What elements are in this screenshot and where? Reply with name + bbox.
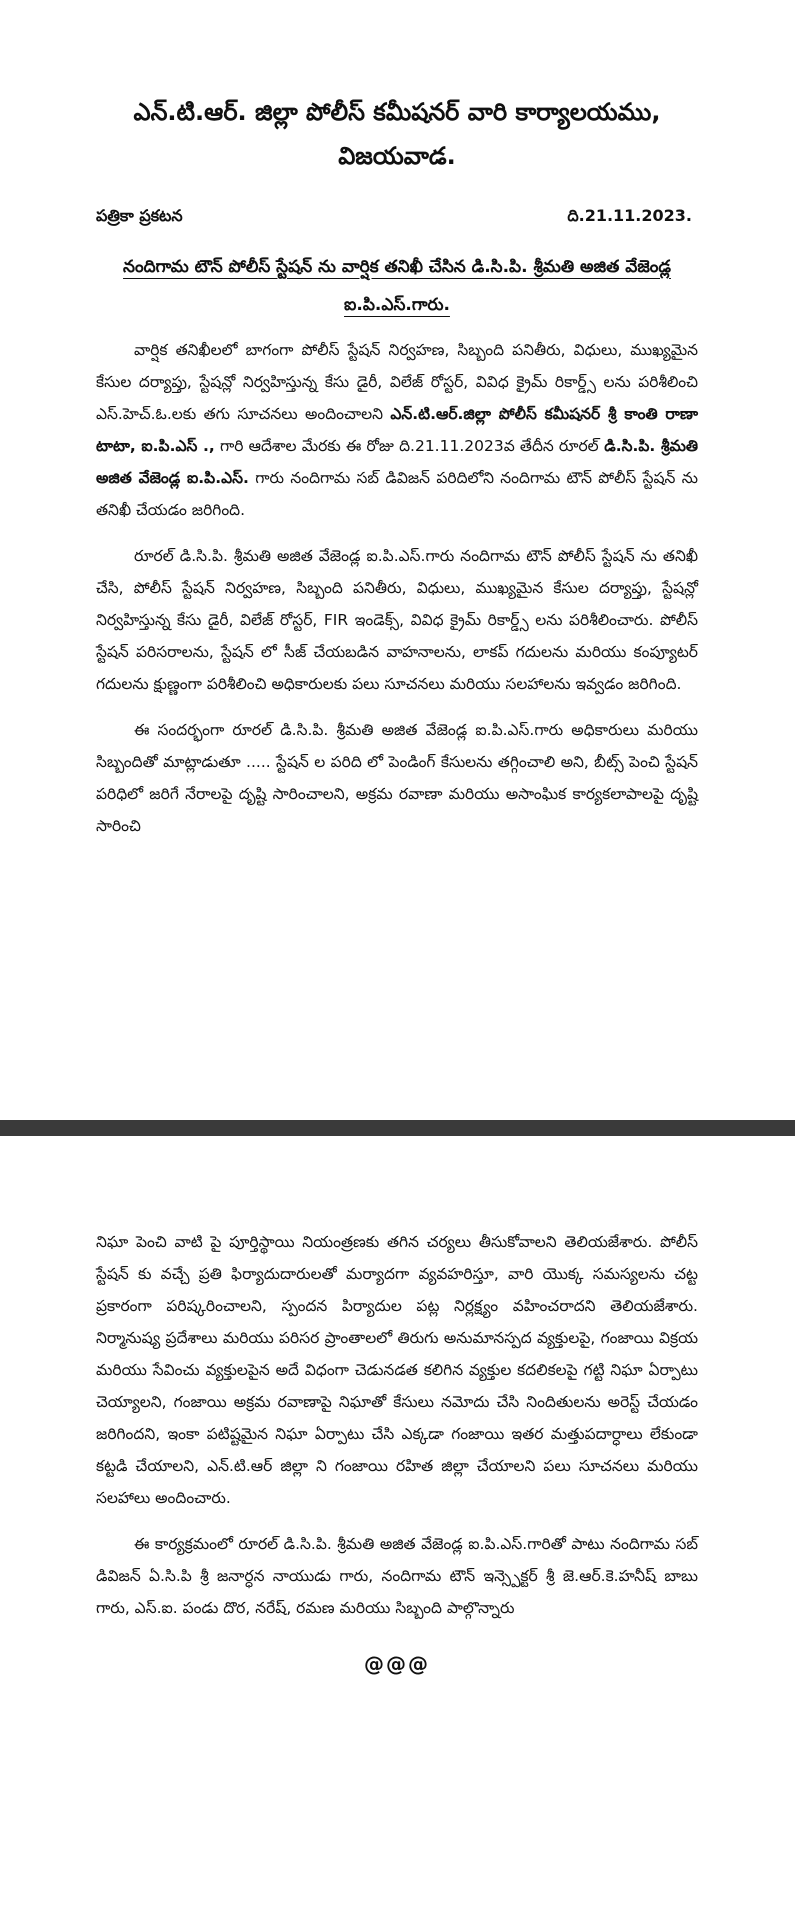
page-2-content	[96, 1226, 698, 1676]
paragraph-3: ఈ సందర్భంగా రూరల్ డి.సి.పి. శ్రీమతి అజిత వేజెండ్ల ఐ.పి.ఎస్.గారు అధికారులు మరియు సిబ్బందితో మాట్లాడుతూ ..... స్టేషన్ ల పరిది లో పెండింగ్ కేసులను తగ్గించాలి అని, బీట్స్ పెంచి స్టేషన్ పరిధిలో జరిగే నేరాలపై దృష్టి సారించాలని, అక్రమ రవాణా మరియు అసాంఘిక కార్యకలాపాలపై దృష్టి సారించి	[96, 721, 698, 835]
subject-line-1: నందిగామ టౌన్ పోలీస్ స్టేషన్ ను వార్షిక తనిఖీ చేసిన డి.సి.పి. శ్రీమతి అజిత వేజెండ్ల	[123, 257, 671, 277]
page-1-content	[96, 90, 698, 842]
press-release-date: ది.21.11.2023.	[567, 206, 692, 225]
closing-mark: @@@	[364, 1652, 430, 1676]
paragraph-1: వార్షిక తనిఖీలలో బాగంగా పోలీస్ స్టేషన్ నిర్వహణ, సిబ్బంది పనితీరు, విధులు, ముఖ్యమైన కేసుల దర్యాప్తు, స్టేషన్లో నిర్వహిస్తున్న కేసు డైరీ, విలేజ్ రోస్టర్, వివిధ క్రైమ్ రికార్డ్స్ లను పరిశీలించి ఎస్.హెచ్.ఓ.లకు తగు సూచనలు అందించాలని ఎన్.టి.ఆర్.జిల్లా పోలీస్ కమీషనర్ శ్రీ కాంతి రాణా టాటా, ఐ.పి.ఎస్ ., గారి ఆదేశాల మేరకు ఈ రోజు ది.21.11.2023వ తేదీన రూరల్ డి.సి.పి. శ్రీమతి అజిత వేజెండ్ల ఐ.పి.ఎస్. గారు నందిగామ సబ్ డివిజన్ పరిదిలోని నందిగామ టౌన్ పోలీస్ స్టేషన్ ను తనిఖీ చేయడం జరిగింది.	[96, 341, 699, 519]
commissioner-name: ఎన్.టి.ఆర్.జిల్లా పోలీస్ కమీషనర్ శ్రీ కాంతి రాణా టాటా, ఐ.పి.ఎస్ .,	[96, 405, 699, 455]
office-title-line-2: విజయవాడ.	[338, 142, 456, 170]
page-separator	[0, 1120, 795, 1136]
press-release-label: పత్రికా ప్రకటన	[96, 206, 183, 225]
paragraph-4: నిఘా పెంచి వాటి పై పూర్తిస్థాయి నియంత్రణకు తగిన చర్యలు తీసుకోవాలని తెలియజేశారు. పోలీస్ స్టేషన్ కు వచ్చే ప్రతి ఫిర్యాదుదారులతో మర్యాదగా వ్యవహరిస్తూ, వారి యొక్క సమస్యలను చట్ట ప్రకారంగా పరిష్కరించాలని, స్పందన పిర్యాదుల పట్ల నిర్లక్ష్యం వహించరాదని తెలియజేశారు. నిర్మానుష్య ప్రదేశాలు మరియు పరిసర ప్రాంతాలలో తిరుగు అనుమానస్పద వ్యక్తులపై, గంజాయి విక్రయ మరియు సేవించు వ్యక్తులపైన అదే విధంగా చెడునడత కలిగిన వ్యక్తుల కదలికలపై గట్టి నిఘా ఏర్పాటు చెయ్యాలని, గంజాయి అక్రమ రవాణాపై నిఘాతో కేసులు నమోదు చేసి నిందితులను అరెస్ట్ చేయడం జరిగిందని, ఇంకా పటిష్టమైన నిఘా ఏర్పాటు చేసి ఎక్కడా గంజాయి ఇతర మత్తుపదార్ధాలు లేకుండా కట్టడి చేయాలని, ఎన్.టి.ఆర్ జిల్లా ని గంజాయి రహిత జిల్లా చేయాలని పలు సూచనలు మరియు సలహాలు అందించారు.	[96, 1233, 698, 1507]
dcp-name: డి.సి.పి. శ్రీమతి అజిత వేజెండ్ల ఐ.పి.ఎస్.	[96, 437, 698, 487]
paragraph-2: రూరల్ డి.సి.పి. శ్రీమతి అజిత వేజెండ్ల ఐ.పి.ఎస్.గారు నందిగామ టౌన్ పోలీస్ స్టేషన్ ను తనిఖీ చేసి, పోలీస్ స్టేషన్ నిర్వహణ, సిబ్బంది పనితీరు, విధులు, ముఖ్యమైన కేసుల దర్యాప్తు, స్టేషన్లో నిర్వహిస్తున్న కేసు డైరీ, విలేజ్ రోస్టర్, FIR ఇండెక్స్, వివిధ క్రైమ్ రికార్డ్స్ లను పరిశీలించారు. పోలీస్ స్టేషన్ పరిసరాలను, స్టేషన్ లో సీజ్ చేయబడిన వాహనాలను, లాకప్ గదులను మరియు కంప్యూటర్ గదులను క్షుణ్ణంగా పరిశీలించి అధికారులకు పలు సూచనలు మరియు సలహాలను ఇవ్వడం జరిగింది.	[96, 547, 698, 693]
document-page-2	[0, 1136, 795, 1914]
paragraph-5: ఈ కార్యక్రమంలో రూరల్ డి.సి.పి. శ్రీమతి అజిత వేజెండ్ల ఐ.పి.ఎస్.గారితో పాటు నందిగామ సబ్ డివిజన్ ఏ.సి.పి శ్రీ జనార్ధన నాయుడు గారు, నందిగామ టౌన్ ఇన్స్పెక్టర్ శ్రీ జె.ఆర్.కె.హనీష్ బాబు గారు, ఎస్.ఐ. పండు దొర, నరేష్, రమణ మరియు సిబ్బంది పాల్గొన్నారు	[96, 1535, 698, 1617]
press-release-meta	[96, 202, 698, 230]
office-title-line-1: ఎన్.టి.ఆర్. జిల్లా పోలీస్ కమీషనర్ వారి కార్యాలయము,	[133, 98, 661, 126]
subject-line-2: ఐ.పి.ఎస్.గారు.	[344, 295, 450, 315]
